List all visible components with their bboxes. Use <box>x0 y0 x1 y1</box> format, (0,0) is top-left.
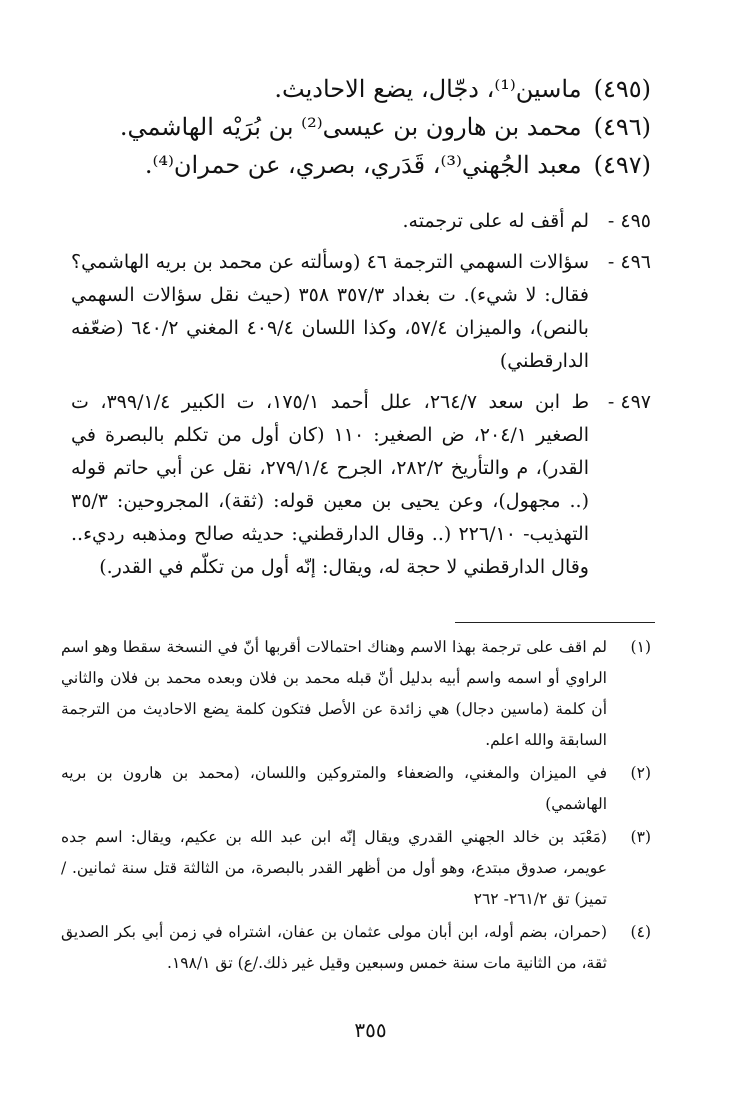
footnote-divider <box>455 622 655 623</box>
entry-496 <box>91 108 651 146</box>
footnote-1 <box>61 632 651 756</box>
page-number: ٣٥٥ <box>354 1018 387 1042</box>
footnote-text: (مَعْبَد بن خالد الجهني القدري ويقال إنّه ابن عبد الله بن عكيم، ويقال: اسم جده عويمر، صدوق مبتدع، وهو أول من أظهر القدر بالبصرة، من الثالثة قتل سنة ثمانين. /تميز) تق ٢٦١/٢- ٢٦٢ <box>61 828 607 908</box>
footnote-text: لم اقف على ترجمة بهذا الاسم وهناك احتمالات أقربها أنّ في النسخة سقطا وهو اسم الراوي أو اسمه واسم أبيه بدليل أنّ قبله محمد بن فلان وبعده محمد بن فلان والثاني أن كلمة (ماسين دجال) هي زائدة عن الأصل فتكون كلمة يضع الاحاديث من الترجمة السابقة والله اعلم. <box>61 638 607 749</box>
footnote-3 <box>61 822 651 915</box>
reference-number: ٤٩٧ - <box>607 391 651 413</box>
reference-495 <box>71 205 651 238</box>
entry-number: (٤٩٦) <box>593 113 651 141</box>
footnote-text: في الميزان والمغني، والضعفاء والمتروكين واللسان، (محمد بن هارون بن بريه الهاشمي) <box>61 764 607 813</box>
footnote-number: (٣) <box>630 828 651 846</box>
entry-497 <box>91 146 651 184</box>
entry-495 <box>91 70 651 108</box>
footnote-number: (١) <box>630 638 651 656</box>
references-list <box>71 205 651 592</box>
footnote-number: (٤) <box>630 923 651 941</box>
footnote-4 <box>61 917 651 979</box>
entry-text: معبد الجُهني⁽³⁾، قَدَري، بصري، عن حمران⁽⁴⁾. <box>144 151 582 179</box>
reference-497 <box>71 386 651 584</box>
entry-text: محمد بن هارون بن عيسى⁽²⁾ بن بُرَيْه الهاشمي. <box>119 113 582 141</box>
reference-496 <box>71 246 651 378</box>
footnote-number: (٢) <box>630 764 651 782</box>
reference-number: ٤٩٥ - <box>607 210 651 232</box>
footnotes-list <box>61 632 651 981</box>
footnote-text: (حمران، بضم أوله، ابن أبان مولى عثمان بن عفان، اشتراه في زمن أبي بكر الصديق ثقة، من الثانية مات سنة خمس وسبعين وقيل غير ذلك./ع) تق ١٩٨/١. <box>61 923 607 972</box>
entry-number: (٤٩٧) <box>593 151 651 179</box>
reference-number: ٤٩٦ - <box>607 251 651 273</box>
entries-list <box>91 70 651 184</box>
entry-text: ماسين⁽¹⁾، دجّال، يضع الاحاديث. <box>274 75 582 103</box>
reference-text: ط ابن سعد ٢٦٤/٧، علل أحمد ١٧٥/١، ت الكبير ٣٩٩/١/٤، ت الصغير ٢٠٤/١، ض الصغير: ١١٠ (كان أول من تكلم بالبصرة في القدر)، م والتأريخ ٢٨٢/٢، الجرح ٢٧٩/١/٤، نقل عن أبي حاتم قوله (.. مجهول)، وعن يحيى بن معين قوله: (ثقة)، المجروحين: ٣٥/٣ التهذيب- ٢٢٦/١٠ (.. وقال الدارقطني: حديثه صالح ومذهبه رديء.. وقال الدارقطني لا حجة له، ويقال: إنّه أول من تكلّم في القدر.) <box>71 391 590 578</box>
reference-text: سؤالات السهمي الترجمة ٤٦ (وسألته عن محمد بن بريه الهاشمي؟ فقال: لا شيء). ت بغداد ٣٥٧/٣ ٣٥٨ (حيث نقل سؤالات السهمي بالنص)، والميزان ٥٧/٤، وكذا اللسان ٤٠٩/٤ المغني ٦٤٠/٢ (ضعّفه الدارقطني) <box>71 251 589 372</box>
footnote-2 <box>61 758 651 820</box>
entry-number: (٤٩٥) <box>593 75 651 103</box>
reference-text: لم أقف له على ترجمته. <box>402 210 589 232</box>
